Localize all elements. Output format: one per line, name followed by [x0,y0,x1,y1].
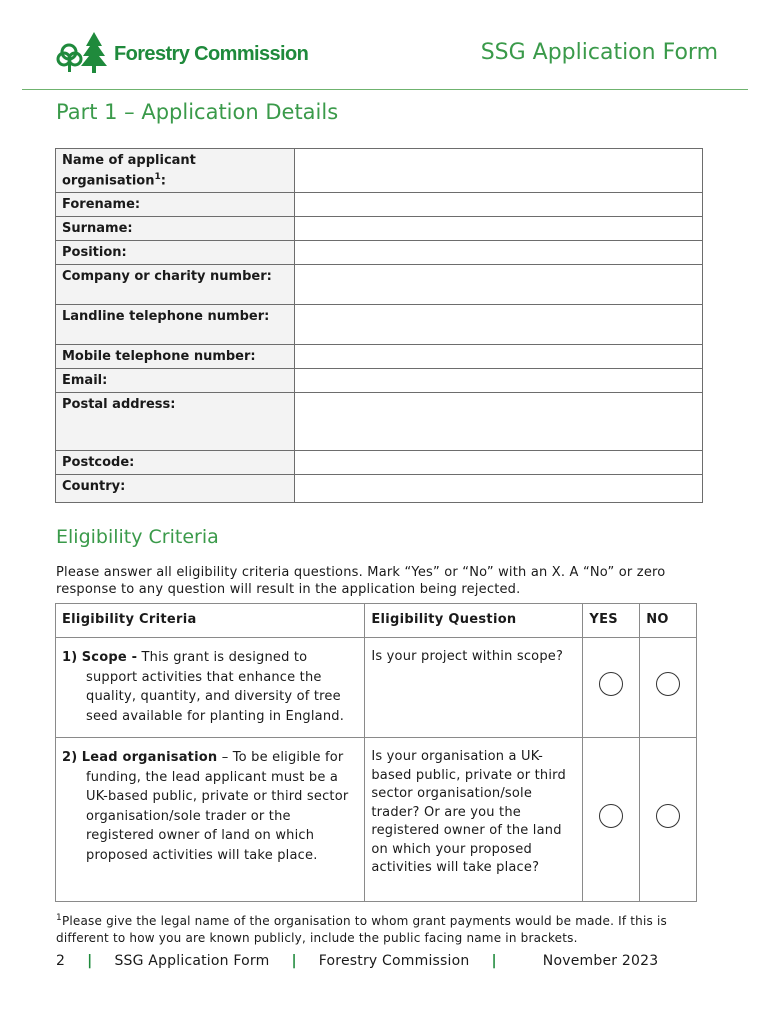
lead-org-no-radio[interactable] [656,804,680,828]
email-label: Email: [56,369,295,393]
criteria-cell: 1) Scope - This grant is designed to support activities that enhance the quality, quantity, and diversity of tree seed available for planting in England. [56,638,365,738]
scope-no-radio[interactable] [656,672,680,696]
company-number-label: Company or charity number: [56,265,295,305]
country-label: Country: [56,475,295,503]
footer-org: Forestry Commission [318,953,470,969]
criteria-header: Eligibility Criteria [56,604,365,638]
lead-org-yes-radio[interactable] [599,804,623,828]
landline-field[interactable] [295,305,703,345]
table-row [56,638,697,738]
form-title: SSG Application Form [480,40,718,65]
page-footer [56,953,658,969]
criteria-desc: – To be eligible for funding, the lead applicant must be a UK-based public, private or third sector organisation/sole trader or the registered owner of land on which proposed activities will take place. [86,750,349,863]
postal-address-field[interactable] [295,393,703,451]
scope-yes-cell [583,638,640,738]
yes-header: YES [583,604,640,638]
postcode-field[interactable] [295,451,703,475]
email-field[interactable] [295,369,703,393]
page-number: 2 [56,953,66,969]
scope-yes-radio[interactable] [599,672,623,696]
applicant-name-label: Name of applicant organisation$^1$: [56,149,295,193]
criteria-cell: 2) Lead organisation – To be eligible for funding, the lead applicant must be a UK-based public, private or third sector organisation/sole trader or the registered owner of land on which proposed activities will take place. [56,738,365,902]
criteria-name: Lead organisation [81,750,218,765]
footer-separator: | [291,953,297,969]
position-label: Position: [56,241,295,265]
tree-logo-icon [56,30,108,74]
eligibility-table [55,603,697,902]
no-header: NO [640,604,697,638]
postcode-label: Postcode: [56,451,295,475]
question-header: Eligibility Question [365,604,583,638]
surname-label: Surname: [56,217,295,241]
scope-no-cell [640,638,697,738]
page-header [0,0,770,92]
eligibility-instructions: Please answer all eligibility criteria questions. Mark “Yes” or “No” with an X. A “No” or zero response to any question will result in the application being rejected. [56,565,666,597]
question-cell: Is your project within scope? [365,638,583,738]
org-name: Forestry Commission [114,42,309,65]
part-title: Part 1 – Application Details [56,100,339,124]
forestry-commission-logo [56,30,308,74]
question-cell: Is your organisation a UK-based public, private or third sector organisation/sole trader? Or are you the registered owner of the land on which your proposed activities will take place? [365,738,583,902]
position-field[interactable] [295,241,703,265]
postal-address-label: Postal address: [56,393,295,451]
landline-label: Landline telephone number: [56,305,295,345]
footer-separator: | [87,953,93,969]
footnote: $^1$Please give the legal name of the organisation to whom grant payments would be made. If this is different to how you are known publicly, include the public facing name in brackets. [56,913,667,945]
surname-field[interactable] [295,217,703,241]
header-divider [22,89,748,90]
lead-org-no-cell [640,738,697,902]
lead-org-yes-cell [583,738,640,902]
footer-date: November 2023 [542,953,659,969]
mobile-field[interactable] [295,345,703,369]
footer-separator: | [491,953,497,969]
country-field[interactable] [295,475,703,503]
mobile-label: Mobile telephone number: [56,345,295,369]
applicant-name-field[interactable] [295,149,703,193]
eligibility-title: Eligibility Criteria [56,526,219,548]
application-details-table [55,148,703,503]
forename-field[interactable] [295,193,703,217]
criteria-desc: This grant is designed to support activities that enhance the quality, quantity, and diversity of tree seed available for planting in England. [86,650,345,724]
company-number-field[interactable] [295,265,703,305]
criteria-name: Scope - [81,650,138,665]
footer-form-name: SSG Application Form [114,953,270,969]
table-row [56,738,697,902]
forename-label: Forename: [56,193,295,217]
